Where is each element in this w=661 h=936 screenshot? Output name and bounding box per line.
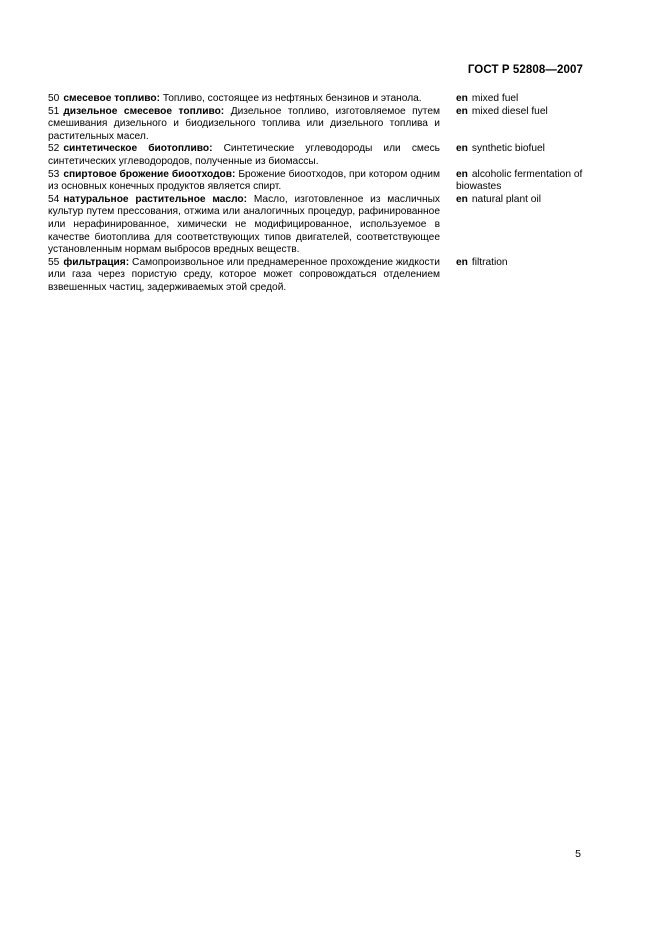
document-code-header: ГОСТ Р 52808—2007 <box>467 64 583 76</box>
entry-number: 54 <box>48 193 60 205</box>
english-term: alcoholic fermentation of biowastes <box>456 168 583 193</box>
entry-definition-block <box>48 194 440 257</box>
language-code: en <box>456 193 468 205</box>
entry-term: синтетическое биотопливо: <box>63 143 213 155</box>
entry-term: дизельное смесевое топливо: <box>63 105 225 117</box>
language-code: en <box>456 168 468 180</box>
term-entry <box>48 169 588 194</box>
language-code: en <box>456 93 468 104</box>
language-code: en <box>456 105 468 117</box>
entry-definition: Синтетические углеводороды или смесь синтетических углеводородов, полученные из биомассы. <box>48 143 440 167</box>
english-term: mixed fuel <box>471 93 519 104</box>
term-entry <box>48 93 588 106</box>
entry-number: 55 <box>48 256 60 268</box>
language-code: en <box>456 256 468 268</box>
language-code: en <box>456 143 468 155</box>
entry-definition-block <box>48 257 440 295</box>
entry-term: натуральное растительное масло: <box>63 193 248 205</box>
entry-term: спиртовое брожение биоотходов: <box>63 168 236 180</box>
entry-definition-block <box>48 106 440 144</box>
english-term: filtration <box>471 256 508 268</box>
entry-definition: Брожение биоотходов, при котором одним из основных конечных продуктов является спирт. <box>48 168 440 193</box>
entry-definition: Самопроизвольное или преднамеренное прохождение жидкости или газа через пористую среду, которое может сопровождаться отделением взвешенных частиц, задерживаемых этой средой. <box>48 256 440 293</box>
entry-definition-block <box>48 143 440 168</box>
entry-number: 52 <box>48 143 60 155</box>
term-entry <box>48 106 588 144</box>
entry-number: 50 <box>48 93 60 104</box>
term-entries-list <box>48 93 588 295</box>
entry-english-equivalent <box>456 106 588 119</box>
term-entry <box>48 257 588 295</box>
page-number: 5 <box>575 848 581 860</box>
entry-definition: Масло, изготовленное из масличных культур путем прессования, отжима или аналогичных процедур, рафинированное или нерафинированное, химически не модифицированное, используемое в качестве биотоплива для соответствующих типов двигателей, соответствующее установленным нормам выбросов вредных веществ. <box>48 193 440 256</box>
entry-english-equivalent <box>456 143 588 156</box>
entry-english-equivalent <box>456 257 588 270</box>
entry-english-equivalent <box>456 169 588 194</box>
english-term: natural plant oil <box>471 193 541 205</box>
entry-definition-block <box>48 93 440 106</box>
term-entry <box>48 143 588 168</box>
entry-number: 51 <box>48 105 60 117</box>
entry-number: 53 <box>48 168 60 180</box>
entry-term: фильтрация: <box>63 256 130 268</box>
english-term: synthetic biofuel <box>471 143 545 155</box>
entry-definition-block <box>48 169 440 194</box>
entry-definition: Топливо, состоящее из нефтяных бензинов и этанола. <box>162 93 422 104</box>
entry-definition: Дизельное топливо, изготовляемое путем смешивания дизельного и биодизельного топлива или дизельного топлива и растительных масел. <box>48 105 440 142</box>
entry-term: смесевое топливо: <box>63 93 160 104</box>
english-term: mixed diesel fuel <box>471 105 548 117</box>
entry-english-equivalent <box>456 194 588 207</box>
term-entry <box>48 194 588 257</box>
entry-english-equivalent <box>456 93 588 106</box>
